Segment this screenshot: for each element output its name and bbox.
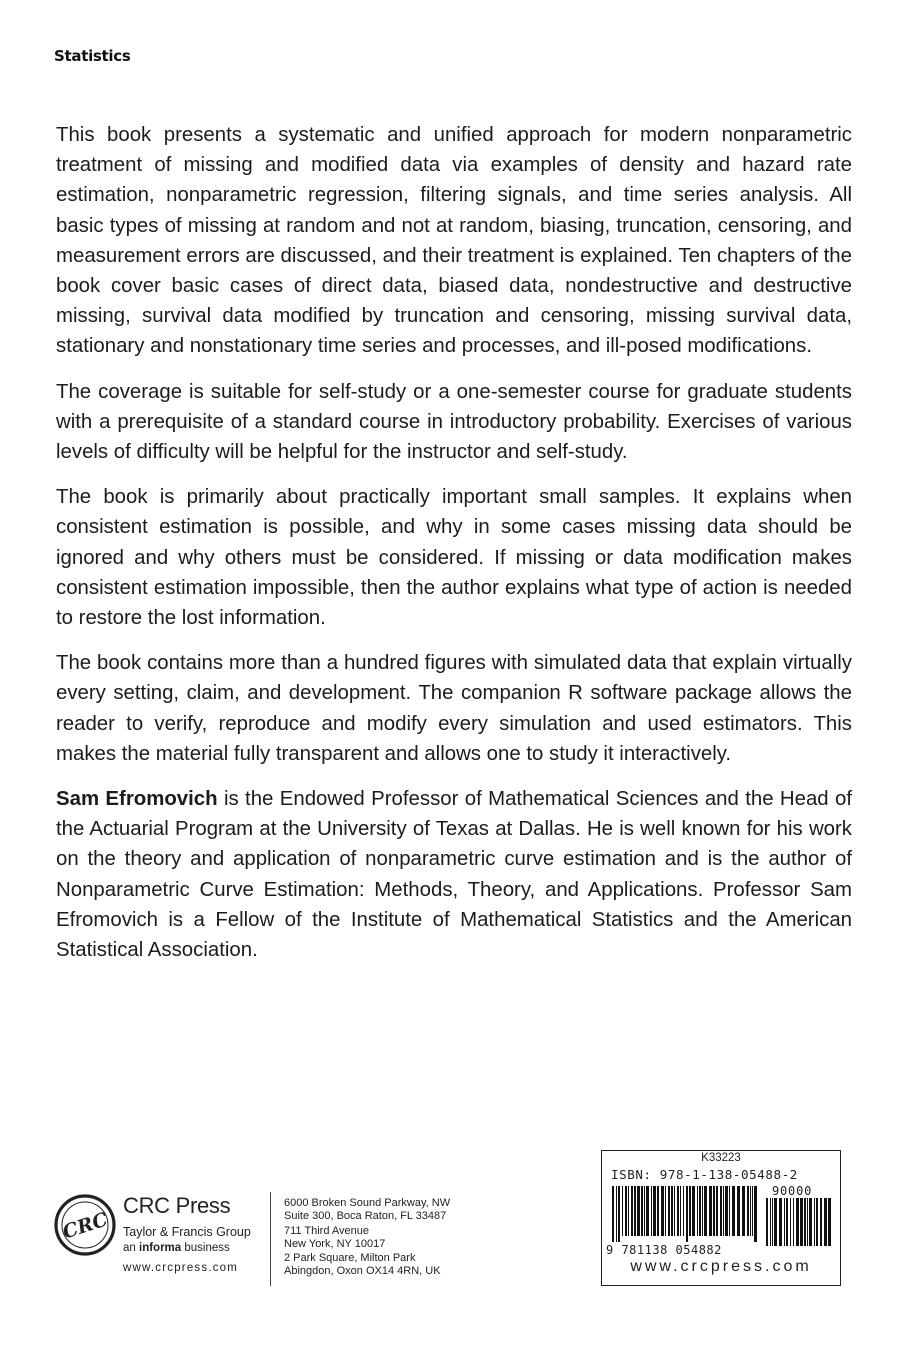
address-line: Suite 300, Boca Raton, FL 33487: [284, 1210, 447, 1222]
description-paragraph-4: The book contains more than a hundred figures with simulated data that explain virtually every setting, claim, and development. The companion R software package allows the reader to verify, reproduce and modify every simulation and used estimators. This makes the material fully transparent and allows one to study it interactively.: [56, 652, 852, 765]
publisher-block: [52, 1192, 472, 1292]
publisher-divider: [270, 1192, 271, 1286]
category-label: Statistics: [54, 47, 131, 65]
crc-logo-icon: [52, 1192, 118, 1258]
address-new-york: [284, 1225, 450, 1251]
description-paragraph-2: The coverage is suitable for self-study or a one-semester course for graduate students with a prerequisite of a standard course in introductory probability. Exercises of various levels of difficulty will be helpful for the instructor and self-study.: [56, 380, 852, 464]
business-brand: informa: [139, 1242, 182, 1254]
address-boca-raton: [284, 1197, 450, 1223]
author-bio: [56, 784, 852, 965]
address-line: 2 Park Square, Milton Park: [284, 1252, 416, 1264]
description-paragraph-1: This book presents a systematic and unified approach for modern nonparametric treatment of missing and modified data via examples of density and hazard rate estimation, nonparametric regression, filtering signals, and time series analysis. All basic types of missing at random and not at random, biasing, truncation, censoring, and measurement errors are discussed, and their treatment is explained. Ten chapters of the book cover basic cases of direct data, biased data, nondestructive and destructive missing, survival data modified by truncation and censoring, missing survival data, stationary and nonstationary time series and processes, and ill-posed modifications.: [56, 124, 852, 358]
address-line: 6000 Broken Sound Parkway, NW: [284, 1197, 451, 1209]
barcode-url: www.crcpress.com: [630, 1258, 812, 1275]
author-bio-text: is the Endowed Professor of Mathematical Sciences and the Head of the Actuarial Program at the University of Texas at Dallas. He is well known for his work on the theory and application of nonparametric curve estimation and is the author of Nonparametric Curve Estimation: Methods, Theory, and Applications. Professor Sam Efromovich is a Fellow of the Institute of Mathematical Statistics and the American Statistical Association.: [56, 788, 853, 962]
business-prefix: an: [123, 1242, 139, 1254]
publisher-group: Taylor & Francis Group: [123, 1225, 251, 1239]
address-line: Abingdon, Oxon OX14 4RN, UK: [284, 1265, 441, 1277]
address-line: 711 Third Avenue: [284, 1224, 370, 1237]
barcode-addon-digits: 90000: [772, 1184, 813, 1198]
barcode-box: [601, 1150, 841, 1286]
product-code: K33223: [701, 1152, 741, 1164]
barcode-addon-icon: [766, 1198, 832, 1252]
crc-logo-text: CRC: [60, 1208, 111, 1244]
isbn-label: ISBN: 978-1-138-05488-2: [611, 1167, 798, 1182]
business-suffix: business: [181, 1242, 230, 1254]
publisher-name: CRC Press: [123, 1193, 231, 1218]
address-abingdon: [284, 1252, 450, 1278]
description-paragraph-3: The book is primarily about practically important small samples. It explains when consistent estimation is possible, and why in some cases missing data should be ignored and why others must be considered. If missing or data modification makes consistent estimation impossible, then the author explains what type of action is needed to restore the lost information.: [56, 486, 852, 630]
address-line: New York, NY 10017: [284, 1237, 386, 1250]
publisher-business: [123, 1242, 230, 1254]
publisher-addresses: [284, 1197, 450, 1280]
barcode-main-icon: [612, 1186, 760, 1242]
publisher-url[interactable]: www.crcpress.com: [123, 1262, 239, 1274]
barcode-digits: 9 781138 054882: [606, 1243, 722, 1257]
description-text: [56, 120, 852, 980]
author-name: Sam Efromovich: [56, 788, 218, 811]
